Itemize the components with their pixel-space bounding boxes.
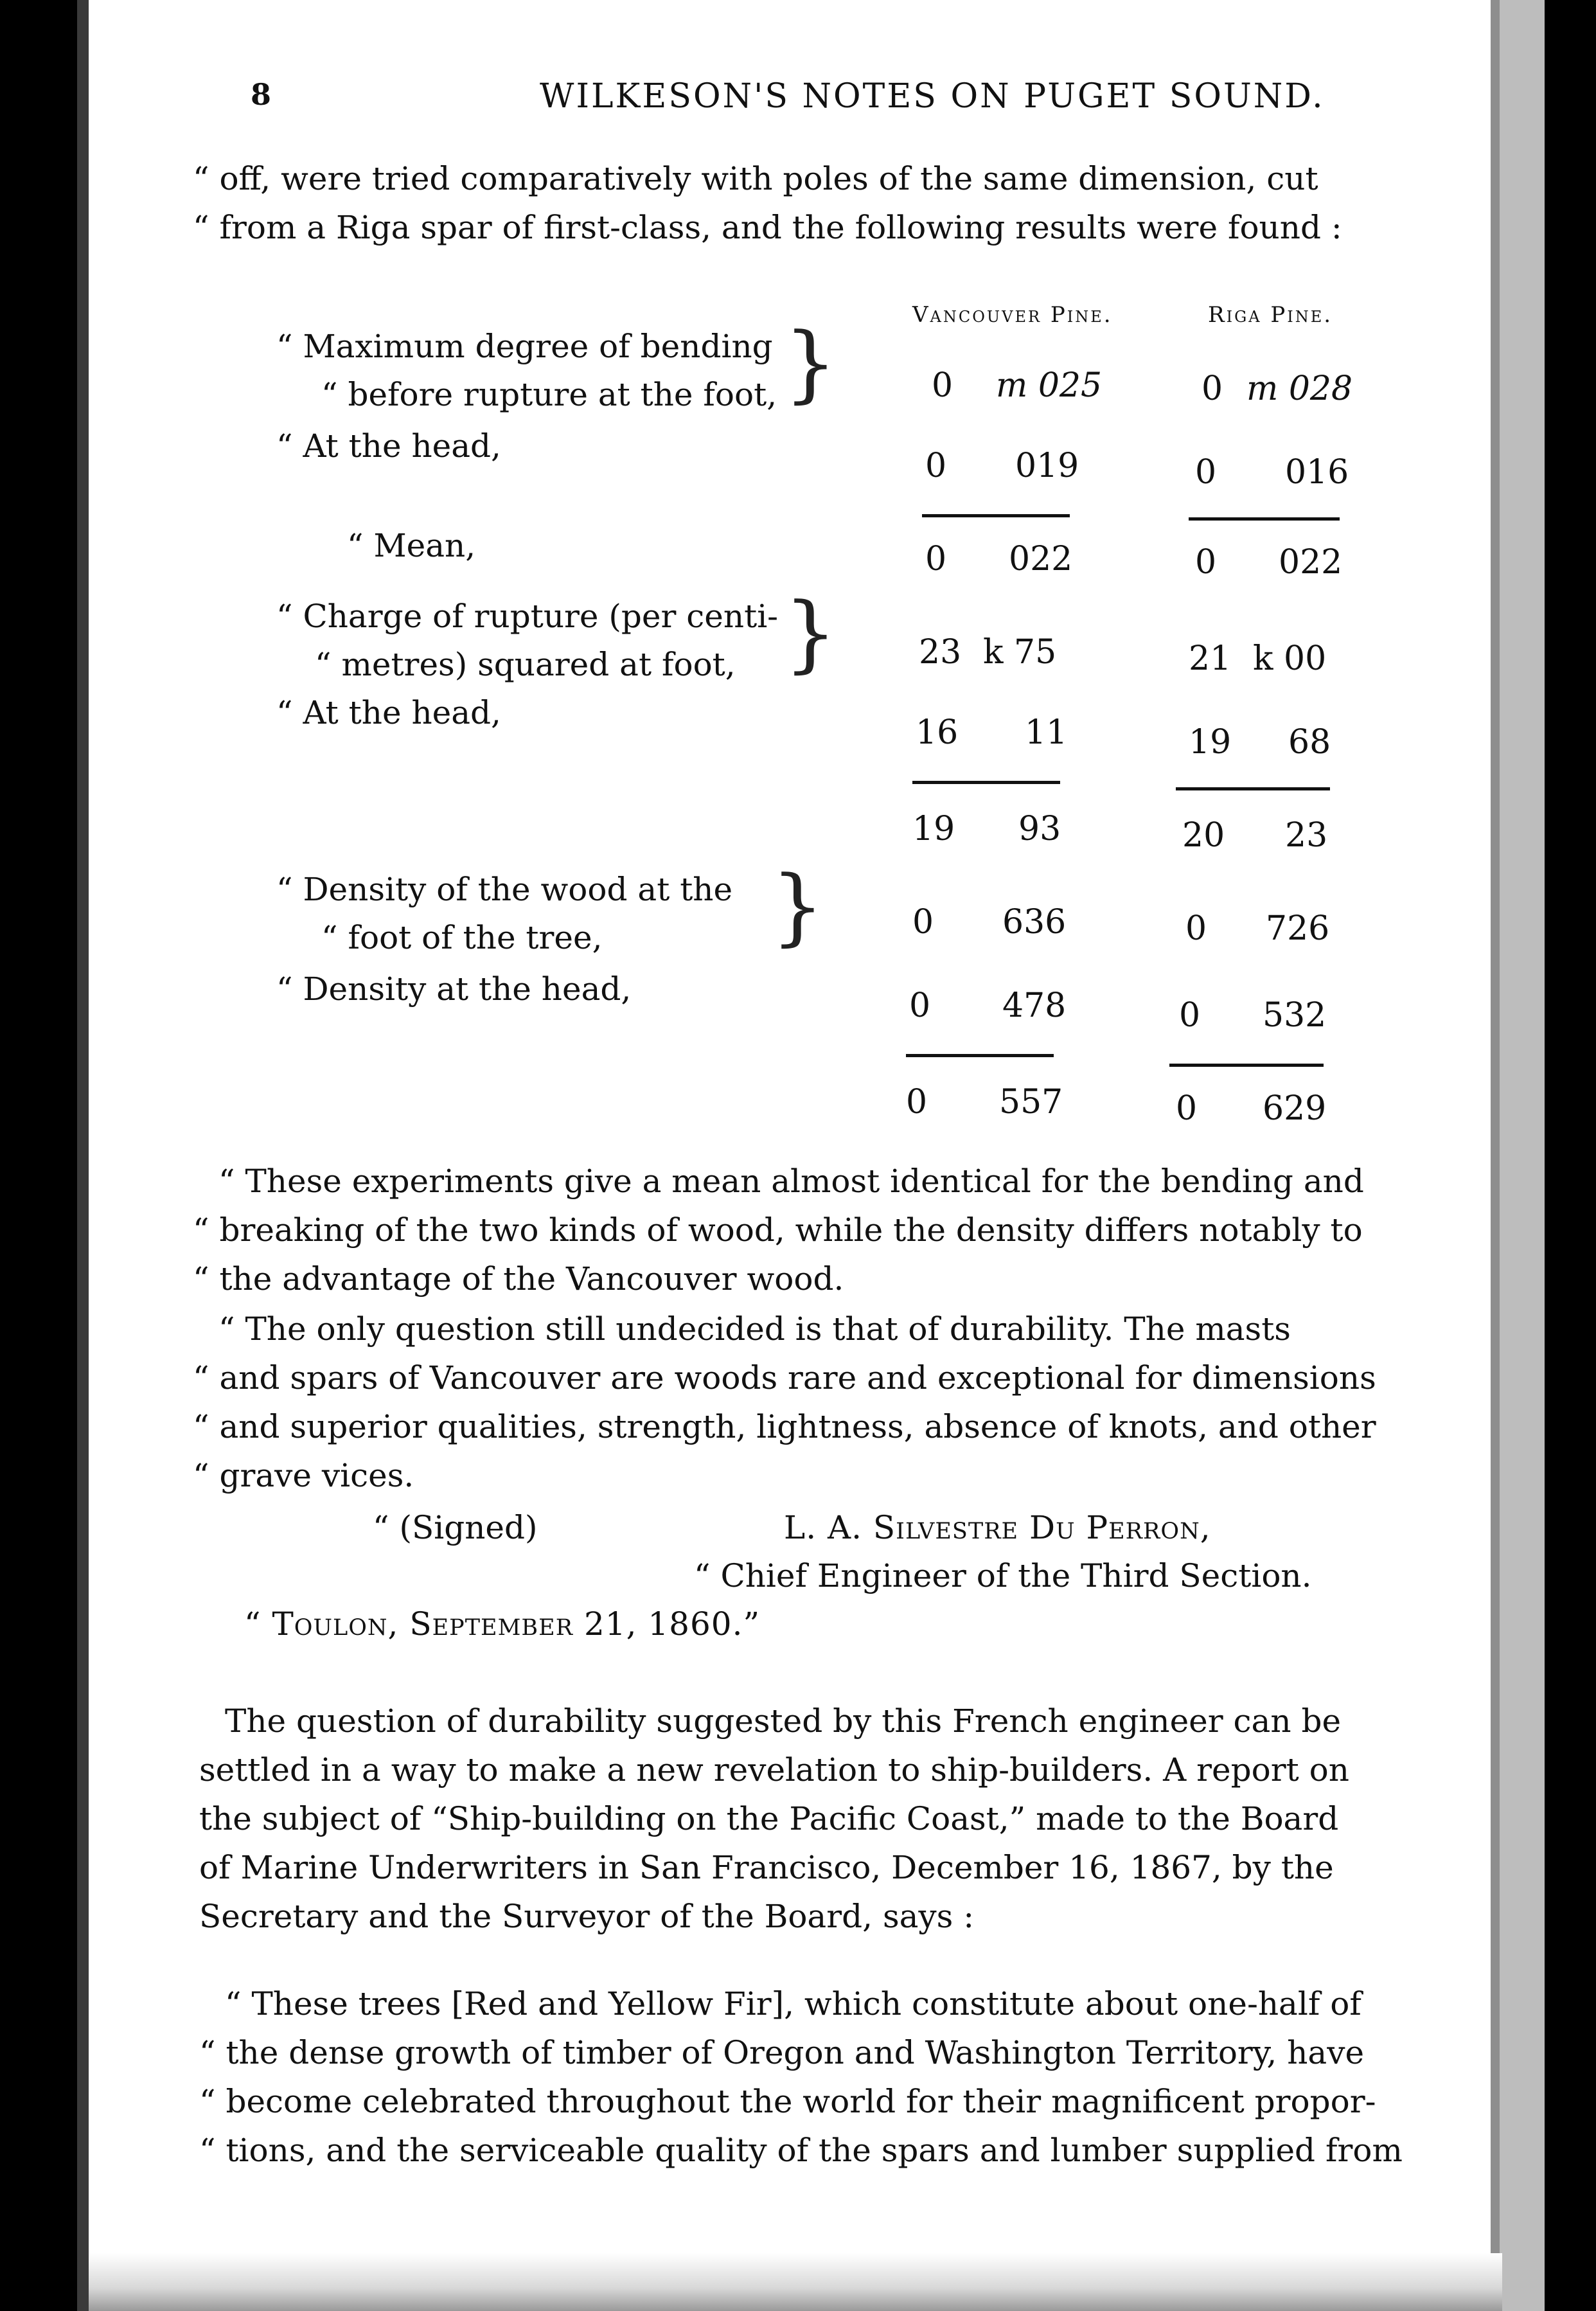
table-cell: 022 xyxy=(1009,540,1073,578)
row-label: “ Charge of rupture (per centi- xyxy=(276,598,779,635)
text-line: “ breaking of the two kinds of wood, while the density differs notably to xyxy=(193,1211,1363,1249)
table-cell: 016 xyxy=(1285,453,1349,492)
text-line: “ These trees [Red and Yellow Fir], which constitute about one-half of xyxy=(225,1985,1361,2022)
table-cell: 16 xyxy=(916,713,959,752)
scan-right-gutter xyxy=(1491,0,1500,2311)
column-header-vancouver: Vancouver Pine. xyxy=(912,302,1113,328)
sum-rule xyxy=(906,1054,1054,1057)
brace-icon: } xyxy=(784,314,837,412)
table-cell: 19 xyxy=(912,810,955,848)
sum-rule xyxy=(922,514,1070,517)
text-line: The question of durability suggested by this French engineer can be xyxy=(225,1702,1342,1740)
scan-left-edge xyxy=(0,0,77,2311)
row-label: “ At the head, xyxy=(276,694,501,731)
text-line: “ These experiments give a mean almost identical for the bending and xyxy=(218,1163,1364,1200)
text-line: “ grave vices. xyxy=(193,1457,414,1494)
text-line: “ off, were tried comparatively with poles of the same dimension, cut xyxy=(193,160,1318,197)
row-label: “ before rupture at the foot, xyxy=(321,376,777,413)
table-cell: 0 xyxy=(1185,909,1207,948)
paragraph-experiments xyxy=(193,1157,1375,1303)
paragraph-report xyxy=(199,1697,1381,1941)
table-cell: 0 xyxy=(1179,996,1201,1035)
text-line: “ tions, and the serviceable quality of the spars and lumber supplied from xyxy=(199,2132,1403,2169)
table-cell: m 025 xyxy=(996,366,1103,405)
signatory-name: L. A. Silvestre Du Perron, xyxy=(784,1509,1211,1546)
row-label: “ Density of the wood at the xyxy=(276,871,733,908)
table-cell: 68 xyxy=(1288,723,1331,762)
table-cell: 23 xyxy=(1285,816,1328,855)
sum-rule xyxy=(912,781,1060,784)
text-line: the subject of “Ship-building on the Pacific Coast,” made to the Board xyxy=(199,1800,1339,1837)
table-cell: 20 xyxy=(1182,816,1225,855)
text-line: “ from a Riga spar of first-class, and the following results were found : xyxy=(193,209,1342,246)
table-cell: 532 xyxy=(1263,996,1327,1035)
table-cell: k 75 xyxy=(983,633,1057,672)
table-cell: 636 xyxy=(1002,903,1067,941)
paragraph-quote xyxy=(199,1979,1403,2175)
signed-label: “ (Signed) xyxy=(373,1509,538,1546)
text-line: “ become celebrated throughout the world for their magnificent propor- xyxy=(199,2083,1376,2120)
row-label: “ Maximum degree of bending xyxy=(276,328,773,365)
table-cell: 19 xyxy=(1189,723,1232,762)
table-cell: 0 xyxy=(1195,453,1217,492)
row-label: “ foot of the tree, xyxy=(321,919,603,956)
table-cell: 0 xyxy=(1195,543,1217,582)
sum-rule xyxy=(1176,787,1330,790)
text-line: “ the dense growth of timber of Oregon and Washington Territory, have xyxy=(199,2034,1365,2071)
table-cell: 0 xyxy=(909,986,931,1025)
signatory-title: “ Chief Engineer of the Third Section. xyxy=(694,1557,1312,1594)
sum-rule xyxy=(1189,517,1340,521)
text-line: Secretary and the Surveyor of the Board, says : xyxy=(199,1898,975,1935)
brace-icon: } xyxy=(784,584,837,682)
table-cell: 0 xyxy=(1201,370,1223,408)
running-title: WILKESON'S NOTES ON PUGET SOUND. xyxy=(540,77,1325,116)
table-cell: 0 xyxy=(1176,1089,1198,1128)
table-cell: 557 xyxy=(999,1083,1063,1121)
table-cell: 0 xyxy=(906,1083,928,1121)
row-label: “ At the head, xyxy=(276,427,501,465)
running-header xyxy=(251,77,1343,129)
table-cell: 022 xyxy=(1279,543,1343,582)
intro-paragraph xyxy=(193,154,1375,252)
table-cell: 21 xyxy=(1189,639,1232,678)
table-cell: 0 xyxy=(932,366,953,405)
scan-right-shadow xyxy=(1500,0,1545,2311)
row-label: “ metres) squared at foot, xyxy=(315,646,736,683)
table-cell: m 028 xyxy=(1246,370,1353,408)
table-cell: 23 xyxy=(919,633,962,672)
text-line: “ The only question still undecided is that of durability. The masts xyxy=(218,1310,1291,1348)
table-cell: k 00 xyxy=(1253,639,1327,678)
text-line: “ the advantage of the Vancouver wood. xyxy=(193,1260,844,1298)
text-line: “ and superior qualities, strength, lightness, absence of knots, and other xyxy=(193,1408,1376,1445)
row-label: “ Mean, xyxy=(347,527,476,564)
row-label: “ Density at the head, xyxy=(276,970,632,1008)
table-cell: 0 xyxy=(925,540,947,578)
sum-rule xyxy=(1169,1064,1324,1067)
table-cell: 478 xyxy=(1002,986,1067,1025)
text-line: settled in a way to make a new revelation to ship-builders. A report on xyxy=(199,1751,1349,1789)
page-number: 8 xyxy=(251,77,272,112)
place-date: “ Toulon, September 21, 1860.” xyxy=(244,1605,761,1643)
scan-left-shadow xyxy=(77,0,89,2311)
table-cell: 019 xyxy=(1015,447,1079,485)
brace-icon: } xyxy=(771,857,824,955)
paragraph-durability xyxy=(193,1305,1375,1500)
text-line: “ and spars of Vancouver are woods rare and exceptional for dimensions xyxy=(193,1359,1376,1396)
table-cell: 0 xyxy=(925,447,947,485)
text-line: of Marine Underwriters in San Francisco, December 16, 1867, by the xyxy=(199,1849,1334,1886)
table-cell: 11 xyxy=(1025,713,1068,752)
column-header-riga: Riga Pine. xyxy=(1208,302,1333,328)
scan-right-edge xyxy=(1545,0,1596,2311)
scan-bottom-edge xyxy=(89,2253,1502,2311)
table-cell: 629 xyxy=(1263,1089,1327,1128)
table-cell: 0 xyxy=(912,903,934,941)
table-cell: 726 xyxy=(1266,909,1330,948)
table-cell: 93 xyxy=(1018,810,1061,848)
